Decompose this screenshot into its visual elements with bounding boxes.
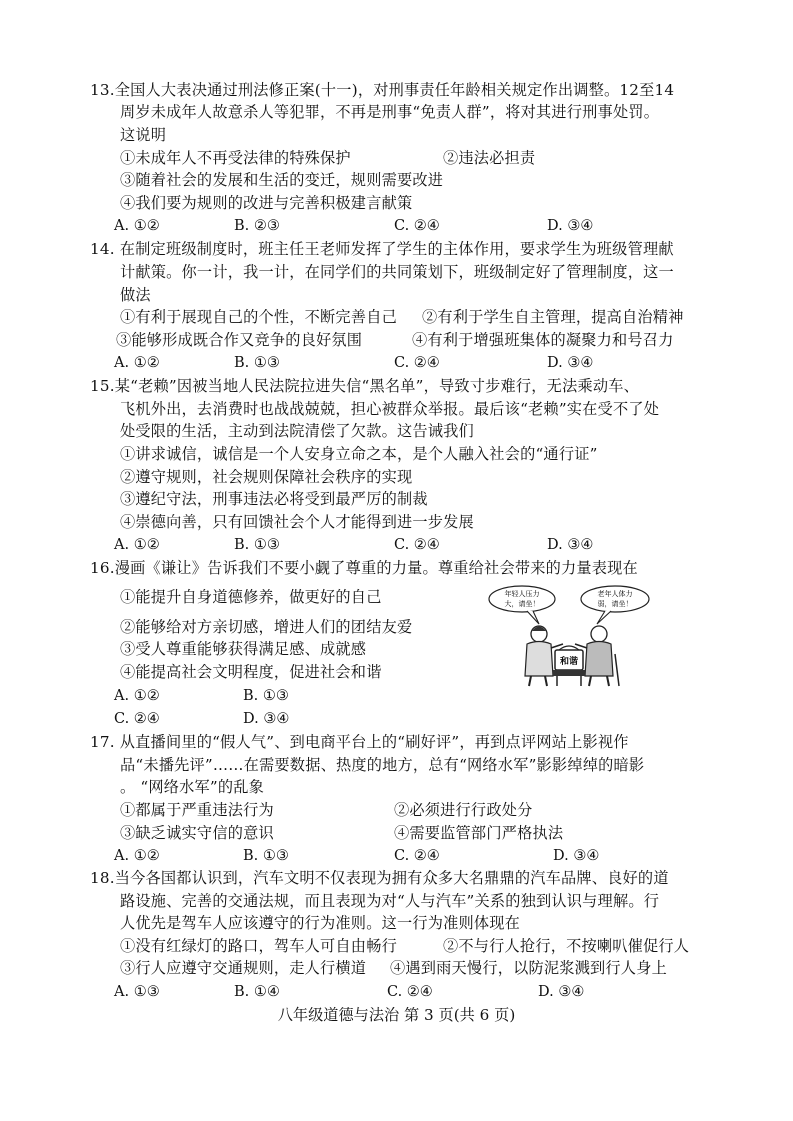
statement-4: ④能提高社会文明程度，促进社会和谐 xyxy=(120,663,382,681)
page-footer: 八年级道德与法治 第 3 页(共 6 页) xyxy=(277,1006,516,1024)
question-stem: 这说明 xyxy=(120,126,167,144)
choice-a[interactable]: A. ①② xyxy=(114,537,160,553)
choice-d[interactable]: D. ③④ xyxy=(553,848,600,864)
statement-1: ①没有红绿灯的路口，驾车人可自由畅行 xyxy=(120,937,397,955)
question-stem: 处受限的生活，主动到法院清偿了欠款。这告诫我们 xyxy=(120,422,474,440)
statement-4: ④我们要为规则的改进与完善积极建言献策 xyxy=(120,194,413,212)
choice-b[interactable]: B. ②③ xyxy=(234,218,280,234)
choice-d[interactable]: D. ③④ xyxy=(547,537,594,553)
modesty-cartoon xyxy=(487,584,652,688)
choice-d[interactable]: D. ③④ xyxy=(243,711,290,727)
choice-c[interactable]: C. ②④ xyxy=(394,355,440,371)
choice-d[interactable]: D. ③④ xyxy=(538,984,585,1000)
statement-3: ③随着社会的发展和生活的变迁，规则需要改进 xyxy=(120,171,444,189)
choice-d[interactable]: D. ③④ xyxy=(547,355,594,371)
choice-c[interactable]: C. ②④ xyxy=(394,537,440,553)
choice-a[interactable]: A. ①③ xyxy=(114,984,160,1000)
statement-3: ③受人尊重能够获得满足感、成就感 xyxy=(120,640,367,658)
choice-a[interactable]: A. ①② xyxy=(114,355,160,371)
question-stem: 路设施、完善的交通法规，而且表现为对“人与汽车”关系的独到认识与理解。行 xyxy=(120,892,660,910)
statement-1: ①讲求诚信，诚信是一个人安身立命之本，是个人融入社会的“通行证” xyxy=(120,445,598,463)
speech-text-left-2: 大，请坐！ xyxy=(504,600,540,608)
question-stem: 人优先是驾车人应该遵守的行为准则。这一行为准则体现在 xyxy=(120,914,521,932)
statement-4: ④崇德向善，只有回馈社会个人才能得到进一步发展 xyxy=(120,513,474,531)
choice-c[interactable]: C. ②④ xyxy=(387,984,433,1000)
statement-2: ②不与行人抢行，不按喇叭催促行人 xyxy=(443,937,690,955)
choice-d[interactable]: D. ③④ xyxy=(547,218,594,234)
statement-1: ①都属于严重违法行为 xyxy=(120,801,274,819)
choice-a[interactable]: A. ①② xyxy=(114,218,160,234)
question-stem: 飞机外出，去消费时也战战兢兢，担心被群众举报。最后该“老赖”实在受不了处 xyxy=(120,400,660,418)
choice-a[interactable]: A. ①② xyxy=(114,848,160,864)
question-stem: 品“未播先评”……在需要数据、热度的地方，总有“网络水军”影影绰绰的暗影 xyxy=(120,756,645,774)
speech-text-left-1: 年轻人压力 xyxy=(504,590,540,598)
statement-1: ①有利于展现自己的个性，不断完善自己 xyxy=(120,308,397,326)
seat-label: 和谐 xyxy=(559,657,579,667)
choice-a[interactable]: A. ①② xyxy=(114,688,160,704)
question-stem: 做法 xyxy=(120,286,151,304)
statement-3: ③行人应遵守交通规则，走人行横道 xyxy=(120,959,367,977)
question-stem: 16.漫画《谦让》告诉我们不要小觑了尊重的力量。尊重给社会带来的力量表现在 xyxy=(90,559,638,577)
statement-3: ③能够形成既合作又竞争的良好氛围 xyxy=(116,331,363,349)
statement-2: ②有利于学生自主管理，提高自治精神 xyxy=(422,308,684,326)
choice-b[interactable]: B. ①③ xyxy=(234,537,280,553)
question-stem: 17. 从直播间里的“假人气”、到电商平台上的“刷好评”，再到点评网站上影视作 xyxy=(90,733,629,751)
choice-b[interactable]: B. ①③ xyxy=(243,688,289,704)
statement-3: ③缺乏诚实守信的意识 xyxy=(120,824,274,842)
question-stem: 18.当今各国都认识到，汽车文明不仅表现为拥有众多大名鼎鼎的汽车品牌、良好的道 xyxy=(90,869,669,887)
question-stem: 13.全国人大表决通过刑法修正案(十一)，对刑事责任年龄相关规定作出调整。12至14 xyxy=(90,81,675,99)
statement-2: ②违法必担责 xyxy=(443,149,536,167)
statement-4: ④需要监管部门严格执法 xyxy=(394,824,564,842)
statement-2: ②遵守规则，社会规则保障社会秩序的实现 xyxy=(120,468,413,486)
question-stem: 计献策。你一计，我一计，在同学们的共同策划下，班级制定好了管理制度，这一 xyxy=(120,263,674,281)
statement-4: ④有利于增强班集体的凝聚力和号召力 xyxy=(412,331,674,349)
question-stem: 周岁未成年人故意杀人等犯罪，不再是刑事“免责人群”，将对其进行刑事处罚。 xyxy=(120,103,660,121)
statement-3: ③遵纪守法，刑事违法必将受到最严厉的制裁 xyxy=(120,490,428,508)
question-stem: 15.某“老赖”因被当地人民法院拉进失信“黑名单”，导致寸步难行，无法乘动车、 xyxy=(90,377,640,395)
question-stem: 14. 在制定班级制度时，班主任王老师发挥了学生的主体作用，要求学生为班级管理献 xyxy=(90,240,674,258)
choice-b[interactable]: B. ①③ xyxy=(243,848,289,864)
choice-c[interactable]: C. ②④ xyxy=(394,218,440,234)
choice-b[interactable]: B. ①④ xyxy=(234,984,280,1000)
statement-1: ①能提升自身道德修养，做更好的自己 xyxy=(120,588,382,606)
choice-b[interactable]: B. ①③ xyxy=(234,355,280,371)
statement-4: ④遇到雨天慢行，以防泥浆溅到行人身上 xyxy=(390,959,667,977)
speech-text-right-2: 弱，请坐！ xyxy=(597,600,633,608)
statement-2: ②必须进行行政处分 xyxy=(394,801,533,819)
choice-c[interactable]: C. ②④ xyxy=(114,711,160,727)
question-stem: 。 “网络水军”的乱象 xyxy=(120,778,265,796)
statement-2: ②能够给对方亲切感，增进人们的团结友爱 xyxy=(120,618,413,636)
choice-c[interactable]: C. ②④ xyxy=(394,848,440,864)
speech-text-right-1: 老年人体力 xyxy=(597,590,633,598)
harmony-seat xyxy=(553,646,585,686)
statement-1: ①未成年人不再受法律的特殊保护 xyxy=(120,149,351,167)
